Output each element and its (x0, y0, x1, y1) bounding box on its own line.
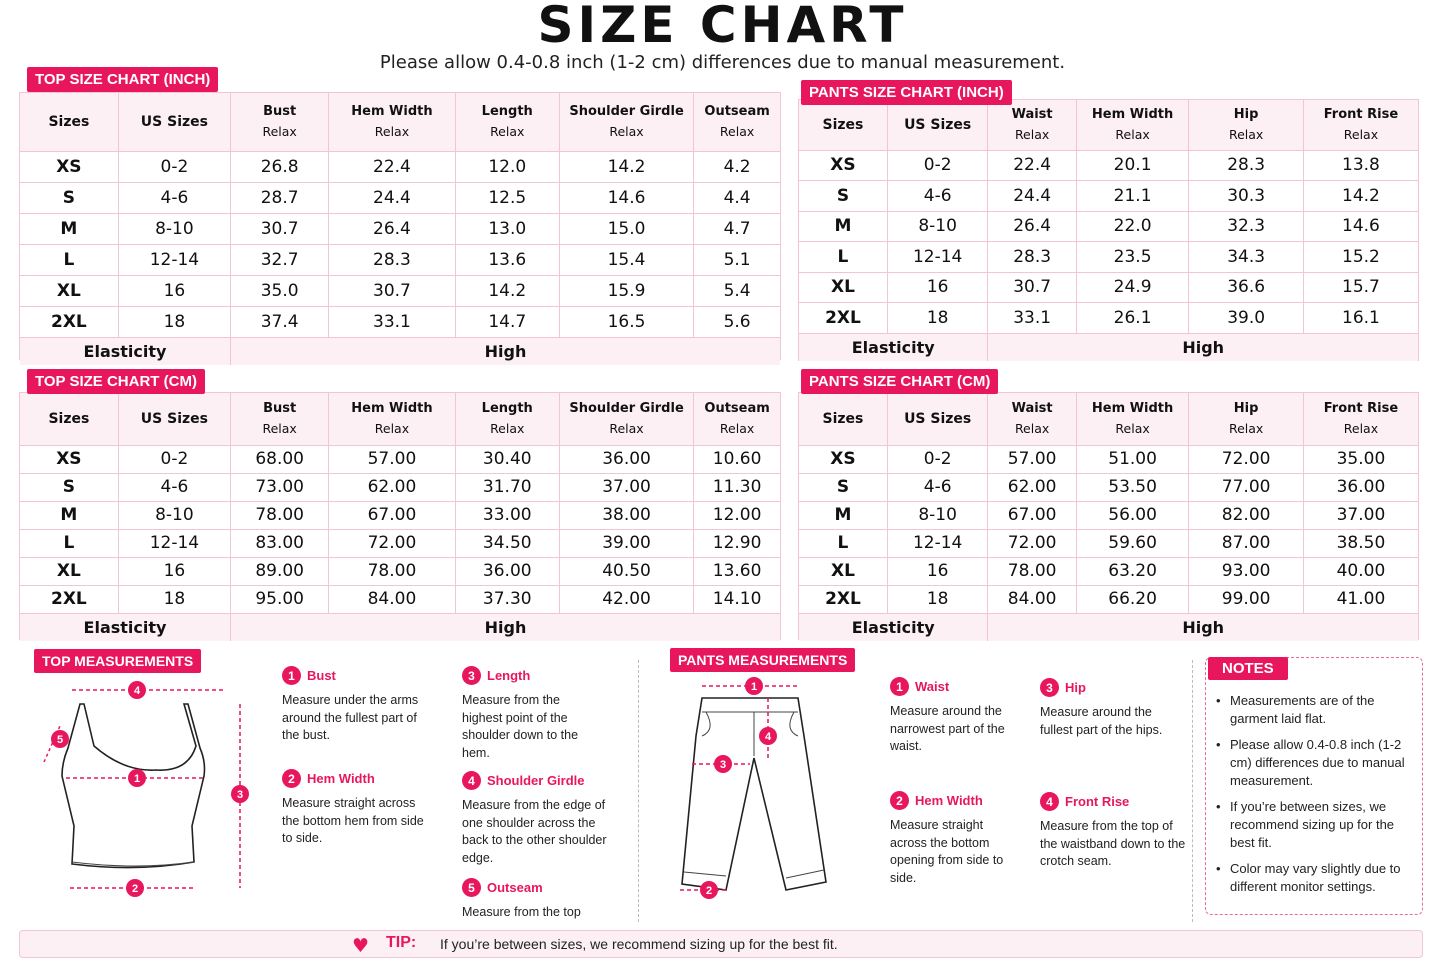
value-cell: 14.2 (455, 275, 559, 306)
top-cm-tag: TOP SIZE CHART (CM) (27, 369, 205, 394)
value-cell: 12.90 (694, 529, 780, 557)
column-header: Sizes (799, 393, 887, 445)
value-cell: 78.00 (231, 501, 329, 529)
top-inch-table (19, 92, 781, 360)
value-cell: 5.4 (694, 275, 780, 306)
number-badge: 2 (282, 769, 301, 788)
value-cell: 89.00 (231, 557, 329, 585)
elasticity-label: Elasticity (799, 333, 988, 361)
number-badge: 2 (890, 791, 909, 810)
value-cell: 8-10 (118, 501, 230, 529)
value-cell: 67.00 (329, 501, 455, 529)
item-title: Hem Width (307, 771, 375, 786)
item-title: Front Rise (1065, 794, 1130, 809)
value-cell: 16.5 (559, 306, 693, 337)
value-cell: 24.9 (1076, 272, 1189, 303)
value-cell: 16 (118, 275, 230, 306)
top-meas-hem-width (282, 769, 457, 848)
size-cell: XL (799, 272, 887, 303)
value-cell: 33.1 (329, 306, 455, 337)
item-desc: Measure under the arms around the fullest part of the bust. (282, 693, 419, 742)
page-title: SIZE CHART (537, 0, 908, 54)
table-row (20, 445, 780, 473)
value-cell: 95.00 (231, 585, 329, 613)
table-row (20, 306, 780, 337)
value-cell: 15.0 (559, 213, 693, 244)
column-header: Length Relax (455, 93, 559, 151)
value-cell: 21.1 (1076, 181, 1189, 212)
size-cell: M (799, 211, 887, 242)
value-cell: 53.50 (1076, 473, 1189, 501)
notes-list (1230, 692, 1416, 904)
column-header: Sizes (20, 93, 118, 151)
item-desc: Measure straight across the bottom hem from side to side. (282, 796, 424, 845)
value-cell: 0-2 (887, 445, 987, 473)
table-row (799, 501, 1418, 529)
value-cell: 22.0 (1076, 211, 1189, 242)
elasticity-row (20, 337, 780, 365)
column-header: Hem Width Relax (329, 93, 455, 151)
value-cell: 5.1 (694, 244, 780, 275)
table-row (799, 272, 1418, 303)
value-cell: 32.3 (1189, 211, 1304, 242)
value-cell: 16 (887, 272, 987, 303)
table-row (799, 211, 1418, 242)
value-cell: 5.6 (694, 306, 780, 337)
column-header: Bust Relax (231, 93, 329, 151)
table-row (799, 473, 1418, 501)
value-cell: 26.8 (231, 151, 329, 182)
value-cell: 36.00 (559, 445, 693, 473)
top-meas-length (462, 666, 637, 762)
note-item: • Please allow 0.4-0.8 inch (1-2 cm) differences due to manual measurement. (1230, 736, 1416, 790)
table-row (799, 529, 1418, 557)
item-title: Bust (307, 668, 336, 683)
value-cell: 93.00 (1189, 557, 1304, 585)
item-desc: Measure from the top of the waistband down to the crotch seam. (1040, 819, 1186, 868)
section-divider (638, 660, 639, 922)
number-badge: 4 (1040, 792, 1059, 811)
value-cell: 4-6 (887, 181, 987, 212)
table-row (20, 557, 780, 585)
value-cell: 31.70 (455, 473, 559, 501)
svg-text:3: 3 (236, 789, 244, 801)
svg-text:4: 4 (764, 731, 772, 743)
top-cm-table (19, 392, 781, 640)
tip-label: TIP: (386, 934, 417, 951)
table-row (799, 181, 1418, 212)
value-cell: 4.7 (694, 213, 780, 244)
value-cell: 34.50 (455, 529, 559, 557)
value-cell: 0-2 (118, 445, 230, 473)
number-badge: 1 (890, 677, 909, 696)
value-cell: 26.1 (1076, 303, 1189, 334)
column-header: US Sizes (118, 93, 230, 151)
elasticity-label: Elasticity (20, 337, 231, 365)
value-cell: 39.0 (1189, 303, 1304, 334)
value-cell: 84.00 (988, 585, 1076, 613)
value-cell: 4-6 (887, 473, 987, 501)
column-header: Length Relax (455, 393, 559, 445)
value-cell: 28.3 (1189, 150, 1304, 181)
size-cell: S (20, 473, 118, 501)
table-row (20, 585, 780, 613)
value-cell: 37.4 (231, 306, 329, 337)
value-cell: 42.00 (559, 585, 693, 613)
item-title: Waist (915, 679, 950, 694)
value-cell: 16.1 (1303, 303, 1418, 334)
pants-garment-diagram (672, 676, 832, 912)
value-cell: 12-14 (118, 529, 230, 557)
value-cell: 13.6 (455, 244, 559, 275)
table-row (799, 150, 1418, 181)
item-title: Length (487, 668, 531, 683)
pants-cm-table (798, 392, 1419, 640)
elasticity-row (799, 613, 1418, 641)
value-cell: 14.7 (455, 306, 559, 337)
value-cell: 87.00 (1189, 529, 1304, 557)
size-cell: S (799, 473, 887, 501)
value-cell: 68.00 (231, 445, 329, 473)
size-cell: M (799, 501, 887, 529)
value-cell: 15.9 (559, 275, 693, 306)
value-cell: 14.6 (1303, 211, 1418, 242)
value-cell: 12-14 (118, 244, 230, 275)
size-cell: XL (20, 557, 118, 585)
size-cell: XS (799, 445, 887, 473)
value-cell: 22.4 (988, 150, 1076, 181)
size-cell: 2XL (799, 303, 887, 334)
value-cell: 84.00 (329, 585, 455, 613)
value-cell: 12-14 (887, 529, 987, 557)
svg-text:2: 2 (705, 885, 713, 897)
value-cell: 13.60 (694, 557, 780, 585)
note-item: • Color may vary slightly due to different monitor settings. (1230, 860, 1416, 896)
column-header: Sizes (20, 393, 118, 445)
value-cell: 40.50 (559, 557, 693, 585)
value-cell: 30.40 (455, 445, 559, 473)
value-cell: 28.7 (231, 182, 329, 213)
value-cell: 39.00 (559, 529, 693, 557)
svg-text:1: 1 (133, 773, 141, 785)
value-cell: 36.6 (1189, 272, 1304, 303)
value-cell: 28.3 (988, 242, 1076, 273)
value-cell: 63.20 (1076, 557, 1189, 585)
value-cell: 40.00 (1303, 557, 1418, 585)
value-cell: 35.0 (231, 275, 329, 306)
table-row (20, 151, 780, 182)
pants-measurements-tag: PANTS MEASUREMENTS (670, 648, 855, 672)
top-meas-bust (282, 666, 457, 745)
pants-meas-waist (890, 677, 1065, 756)
table-row (20, 501, 780, 529)
pants-meas-hem-width (890, 791, 1065, 887)
value-cell: 20.1 (1076, 150, 1189, 181)
svg-text:1: 1 (750, 681, 758, 693)
value-cell: 26.4 (329, 213, 455, 244)
notes-tag: NOTES (1208, 657, 1288, 680)
size-cell: 2XL (20, 306, 118, 337)
size-cell: S (799, 181, 887, 212)
number-badge: 5 (462, 878, 481, 897)
value-cell: 37.30 (455, 585, 559, 613)
column-header: Outseam Relax (694, 93, 780, 151)
svg-text:4: 4 (133, 685, 141, 697)
table-row (20, 244, 780, 275)
value-cell: 32.7 (231, 244, 329, 275)
column-header: US Sizes (118, 393, 230, 445)
size-table (20, 393, 780, 641)
value-cell: 51.00 (1076, 445, 1189, 473)
value-cell: 26.4 (988, 211, 1076, 242)
value-cell: 24.4 (329, 182, 455, 213)
value-cell: 10.60 (694, 445, 780, 473)
top-meas-outseam (462, 878, 637, 922)
column-header: Outseam Relax (694, 393, 780, 445)
size-cell: M (20, 213, 118, 244)
column-header: Waist Relax (988, 393, 1076, 445)
value-cell: 12.5 (455, 182, 559, 213)
size-cell: L (20, 529, 118, 557)
column-header: Hip Relax (1189, 393, 1304, 445)
size-cell: XS (20, 445, 118, 473)
header-row (20, 93, 780, 151)
value-cell: 12-14 (887, 242, 987, 273)
header-row (20, 393, 780, 445)
pants-meas-front-rise (1040, 792, 1215, 871)
size-cell: S (20, 182, 118, 213)
value-cell: 99.00 (1189, 585, 1304, 613)
size-cell: XL (20, 275, 118, 306)
value-cell: 59.60 (1076, 529, 1189, 557)
note-item: • Measurements are of the garment laid flat. (1230, 692, 1416, 728)
value-cell: 12.0 (455, 151, 559, 182)
value-cell: 35.00 (1303, 445, 1418, 473)
column-header: Shoulder Girdle Relax (559, 93, 693, 151)
pants-inch-tag: PANTS SIZE CHART (INCH) (801, 80, 1012, 105)
value-cell: 83.00 (231, 529, 329, 557)
value-cell: 8-10 (887, 501, 987, 529)
value-cell: 30.3 (1189, 181, 1304, 212)
value-cell: 36.00 (1303, 473, 1418, 501)
item-desc: Measure from the edge of one shoulder across the back to the other shoulder edge. (462, 798, 607, 865)
value-cell: 14.6 (559, 182, 693, 213)
item-desc: Measure around the narrowest part of the waist. (890, 704, 1005, 753)
value-cell: 18 (887, 303, 987, 334)
item-title: Outseam (487, 880, 543, 895)
value-cell: 15.2 (1303, 242, 1418, 273)
value-cell: 0-2 (118, 151, 230, 182)
value-cell: 62.00 (988, 473, 1076, 501)
value-cell: 33.1 (988, 303, 1076, 334)
size-cell: M (20, 501, 118, 529)
page-subtitle: Please allow 0.4-0.8 inch (1-2 cm) differences due to manual measurement. (379, 52, 1066, 73)
column-header: Shoulder Girdle Relax (559, 393, 693, 445)
column-header: Hem Width Relax (1076, 100, 1189, 150)
column-header: Hem Width Relax (329, 393, 455, 445)
value-cell: 41.00 (1303, 585, 1418, 613)
value-cell: 13.0 (455, 213, 559, 244)
size-table (20, 93, 780, 365)
value-cell: 4.2 (694, 151, 780, 182)
pants-meas-hip (1040, 678, 1215, 739)
table-row (799, 557, 1418, 585)
value-cell: 72.00 (1189, 445, 1304, 473)
value-cell: 15.4 (559, 244, 693, 275)
column-header: Front Rise Relax (1303, 393, 1418, 445)
value-cell: 67.00 (988, 501, 1076, 529)
header-row (799, 100, 1418, 150)
elasticity-label: Elasticity (799, 613, 988, 641)
value-cell: 34.3 (1189, 242, 1304, 273)
value-cell: 77.00 (1189, 473, 1304, 501)
table-row (20, 529, 780, 557)
table-row (20, 473, 780, 501)
top-inch-tag: TOP SIZE CHART (INCH) (27, 67, 218, 92)
value-cell: 38.50 (1303, 529, 1418, 557)
table-row (799, 585, 1418, 613)
pants-inch-table (798, 99, 1419, 361)
value-cell: 28.3 (329, 244, 455, 275)
value-cell: 37.00 (559, 473, 693, 501)
item-desc: Measure from the highest point of the shoulder down to the hem. (462, 693, 579, 760)
value-cell: 14.2 (559, 151, 693, 182)
table-row (20, 275, 780, 306)
value-cell: 22.4 (329, 151, 455, 182)
number-badge: 3 (1040, 678, 1059, 697)
elasticity-row (20, 613, 780, 641)
elasticity-value: High (988, 333, 1418, 361)
column-header: US Sizes (887, 393, 987, 445)
item-title: Shoulder Girdle (487, 773, 585, 788)
svg-text:3: 3 (719, 759, 727, 771)
table-row (20, 182, 780, 213)
column-header: Bust Relax (231, 393, 329, 445)
svg-text:2: 2 (131, 883, 139, 895)
column-header: Hip Relax (1189, 100, 1304, 150)
value-cell: 4-6 (118, 473, 230, 501)
value-cell: 33.00 (455, 501, 559, 529)
item-desc: Measure from the top (462, 905, 581, 919)
size-table (799, 393, 1418, 641)
value-cell: 13.8 (1303, 150, 1418, 181)
value-cell: 8-10 (887, 211, 987, 242)
tip-text: If you’re between sizes, we recommend sizing up for the best fit. (440, 936, 838, 952)
size-cell: 2XL (20, 585, 118, 613)
value-cell: 37.00 (1303, 501, 1418, 529)
value-cell: 4-6 (118, 182, 230, 213)
size-cell: XL (799, 557, 887, 585)
value-cell: 82.00 (1189, 501, 1304, 529)
value-cell: 18 (887, 585, 987, 613)
note-item: • If you’re between sizes, we recommend sizing up for the best fit. (1230, 798, 1416, 852)
value-cell: 36.00 (455, 557, 559, 585)
value-cell: 15.7 (1303, 272, 1418, 303)
column-header: Front Rise Relax (1303, 100, 1418, 150)
size-cell: L (799, 242, 887, 273)
value-cell: 8-10 (118, 213, 230, 244)
value-cell: 12.00 (694, 501, 780, 529)
value-cell: 62.00 (329, 473, 455, 501)
value-cell: 18 (118, 585, 230, 613)
elasticity-label: Elasticity (20, 613, 231, 641)
column-header: US Sizes (887, 100, 987, 150)
size-cell: L (799, 529, 887, 557)
column-header: Hem Width Relax (1076, 393, 1189, 445)
item-title: Hem Width (915, 793, 983, 808)
table-row (799, 242, 1418, 273)
size-cell: L (20, 244, 118, 275)
pants-cm-tag: PANTS SIZE CHART (CM) (801, 369, 998, 394)
top-meas-shoulder (462, 771, 637, 867)
elasticity-value: High (988, 613, 1418, 641)
value-cell: 24.4 (988, 181, 1076, 212)
table-row (799, 303, 1418, 334)
value-cell: 30.7 (231, 213, 329, 244)
value-cell: 18 (118, 306, 230, 337)
value-cell: 30.7 (329, 275, 455, 306)
value-cell: 72.00 (329, 529, 455, 557)
top-garment-diagram (36, 676, 260, 912)
size-table (799, 100, 1418, 361)
value-cell: 16 (887, 557, 987, 585)
value-cell: 66.20 (1076, 585, 1189, 613)
number-badge: 1 (282, 666, 301, 685)
value-cell: 23.5 (1076, 242, 1189, 273)
value-cell: 73.00 (231, 473, 329, 501)
notes-box (1205, 657, 1423, 915)
column-header: Waist Relax (988, 100, 1076, 150)
value-cell: 78.00 (329, 557, 455, 585)
value-cell: 38.00 (559, 501, 693, 529)
table-row (20, 213, 780, 244)
value-cell: 0-2 (887, 150, 987, 181)
value-cell: 57.00 (988, 445, 1076, 473)
value-cell: 57.00 (329, 445, 455, 473)
number-badge: 3 (462, 666, 481, 685)
elasticity-row (799, 333, 1418, 361)
value-cell: 56.00 (1076, 501, 1189, 529)
elasticity-value: High (231, 613, 780, 641)
value-cell: 78.00 (988, 557, 1076, 585)
value-cell: 11.30 (694, 473, 780, 501)
value-cell: 14.10 (694, 585, 780, 613)
size-cell: 2XL (799, 585, 887, 613)
elasticity-value: High (231, 337, 780, 365)
item-title: Hip (1065, 680, 1086, 695)
column-header: Sizes (799, 100, 887, 150)
size-cell: XS (20, 151, 118, 182)
heart-icon: ♥ (352, 935, 370, 957)
value-cell: 30.7 (988, 272, 1076, 303)
number-badge: 4 (462, 771, 481, 790)
svg-text:5: 5 (56, 734, 64, 746)
value-cell: 4.4 (694, 182, 780, 213)
value-cell: 16 (118, 557, 230, 585)
item-desc: Measure straight across the bottom opening from side to side. (890, 818, 1004, 885)
value-cell: 72.00 (988, 529, 1076, 557)
tip-bar (19, 930, 1423, 958)
value-cell: 14.2 (1303, 181, 1418, 212)
table-row (799, 445, 1418, 473)
item-desc: Measure around the fullest part of the hips. (1040, 705, 1163, 737)
section-divider (1192, 660, 1193, 922)
size-cell: XS (799, 150, 887, 181)
header-row (799, 393, 1418, 445)
top-measurements-tag: TOP MEASUREMENTS (34, 649, 201, 673)
